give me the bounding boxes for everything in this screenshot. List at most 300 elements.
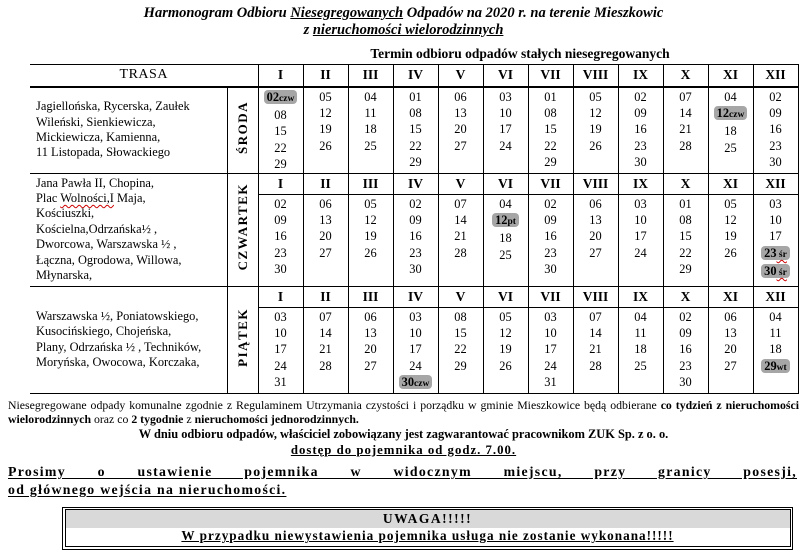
date-entry: 03 (634, 196, 647, 211)
month-dates-cell (618, 87, 663, 174)
date-entry: 15 (274, 124, 287, 139)
date-entry: 05 (364, 196, 377, 211)
date-entry: 14 (589, 325, 602, 340)
date-entry: 21 (454, 229, 467, 244)
date-entry: 30 (679, 375, 692, 390)
street-name: Jana Pawła II, Chopina, (36, 175, 155, 190)
month-dates-cell (258, 307, 303, 393)
date-number: 30 (401, 375, 415, 390)
month-header-cell: XII (753, 173, 798, 194)
note-owner-obligation: W dniu odbioru odpadów, właściciel zobowiązany jest zagwarantować pracownikom ZUK Sp. z o. o. (138, 426, 669, 441)
date-entry: 02 (634, 89, 647, 104)
date-entry: 23 (274, 245, 287, 260)
month-header-cell: II (303, 65, 348, 87)
date-entry: 03 (769, 196, 782, 211)
date-entry: 14 (454, 212, 467, 227)
date-entry: 29 (454, 358, 467, 373)
month-header-cell: XII (753, 65, 798, 87)
month-header-cell: VI (483, 286, 528, 307)
date-entry: 14 (319, 325, 332, 340)
date-entry (754, 358, 798, 376)
street-name: Warszawska ½, Poniatowskiego, (36, 308, 199, 323)
month-header-cell: IX (618, 286, 663, 307)
date-entry: 29 (679, 262, 692, 277)
date-entry: 28 (454, 245, 467, 260)
date-entry: 06 (364, 309, 377, 324)
month-dates-cell (663, 87, 708, 174)
highlighted-date (492, 213, 519, 227)
month-header-cell: V (438, 65, 483, 87)
date-entry: 08 (544, 105, 557, 120)
month-header-cell: III (348, 173, 393, 194)
date-entry (754, 245, 798, 263)
date-entry: 23 (769, 138, 782, 153)
street-name: Kościelna,Odrzańska½ , (36, 221, 158, 236)
date-entry: 18 (634, 342, 647, 357)
page-title (0, 0, 807, 38)
note-access-underlined: dostęp do pojemnika od godz. 7.00. (290, 442, 517, 457)
note-bold-segment: 2 tygodnie (131, 412, 184, 427)
date-entry: 14 (679, 105, 692, 120)
date-entry: 06 (454, 89, 467, 104)
month-header-cell: II (303, 286, 348, 307)
date-entry: 19 (724, 229, 737, 244)
schedule-table (30, 64, 799, 394)
date-entry: 21 (319, 342, 332, 357)
month-header-cell: XI (708, 286, 753, 307)
date-entry: 20 (319, 229, 332, 244)
date-entry: 29 (409, 155, 422, 170)
note-segment: oraz co (91, 412, 132, 427)
month-header-cell: IV (393, 286, 438, 307)
date-entry: 10 (499, 105, 512, 120)
date-day-abbrev: śr (776, 268, 787, 279)
date-day-abbrev: śr (776, 249, 787, 260)
street-name: Maja, (113, 191, 146, 206)
month-dates-cell (573, 307, 618, 393)
street-name: Wolności,I (60, 191, 114, 206)
street-list-cell (30, 286, 227, 393)
placement-line1: Prosimy o ustawienie pojemnika w widocznym miejscu, przy granicy posesji, (8, 463, 797, 479)
month-header-cell: X (663, 65, 708, 87)
date-entry: 25 (499, 247, 512, 262)
date-entry: 22 (679, 245, 692, 260)
date-entry: 21 (589, 342, 602, 357)
month-header-cell: VIII (573, 286, 618, 307)
date-entry: 30 (544, 262, 557, 277)
month-header-cell: I (258, 173, 303, 194)
date-entry: 22 (274, 140, 287, 155)
title-text: Harmonogram Odbioru (143, 5, 291, 21)
date-entry: 05 (319, 89, 332, 104)
date-entry: 13 (364, 325, 377, 340)
day-label: PIĄTEK (234, 307, 250, 367)
date-entry: 13 (319, 212, 332, 227)
month-dates-cell (708, 307, 753, 393)
date-entry: 25 (724, 140, 737, 155)
month-dates-cell (708, 194, 753, 286)
date-entry: 27 (319, 245, 332, 260)
day-label: ŚRODA (234, 101, 250, 155)
month-dates-cell (393, 87, 438, 174)
month-dates-cell (348, 194, 393, 286)
month-header-cell: I (258, 286, 303, 307)
date-entry: 04 (769, 309, 782, 324)
date-entry: 24 (409, 358, 422, 373)
month-header-cell: V (438, 173, 483, 194)
date-day-abbrev: czw (279, 93, 295, 104)
date-entry (754, 263, 798, 281)
month-header-cell: X (663, 286, 708, 307)
date-entry: 01 (679, 196, 692, 211)
month-header-row (30, 173, 798, 194)
month-header-row (30, 286, 798, 307)
date-entry: 16 (634, 122, 647, 137)
date-entry: 26 (724, 245, 737, 260)
month-dates-cell (483, 87, 528, 174)
highlighted-date (264, 90, 298, 104)
date-entry: 26 (319, 138, 332, 153)
date-entry: 29 (274, 157, 287, 172)
date-entry: 18 (769, 342, 782, 357)
table-header-row (30, 65, 798, 87)
date-entry: 17 (274, 342, 287, 357)
title-line2 (0, 22, 807, 39)
date-entry: 15 (679, 229, 692, 244)
month-header-cell: III (348, 65, 393, 87)
date-entry: 09 (409, 212, 422, 227)
month-dates-cell (483, 194, 528, 286)
month-header-cell: III (348, 286, 393, 307)
month-dates-cell (618, 194, 663, 286)
date-entry: 12 (589, 105, 602, 120)
month-header-cell: VI (483, 65, 528, 87)
placement-line2: od głównego wejścia na nieruchomości. (8, 481, 287, 497)
highlighted-date (714, 106, 748, 120)
month-dates-cell (528, 307, 573, 393)
date-entry: 20 (589, 229, 602, 244)
date-entry: 13 (454, 105, 467, 120)
month-header-cell: XI (708, 173, 753, 194)
date-entry: 31 (544, 375, 557, 390)
date-entry: 06 (319, 196, 332, 211)
date-entry: 16 (274, 229, 287, 244)
date-entry: 08 (454, 309, 467, 324)
date-entry: 06 (589, 196, 602, 211)
month-dates-cell (663, 194, 708, 286)
street-list-cell (30, 173, 227, 286)
date-entry: 23 (634, 138, 647, 153)
date-entry: 27 (454, 138, 467, 153)
date-entry: 22 (454, 342, 467, 357)
date-entry: 08 (274, 107, 287, 122)
note-access-time (0, 443, 807, 458)
month-dates-cell (753, 194, 798, 286)
date-entry: 03 (499, 89, 512, 104)
month-header-cell: VIII (573, 173, 618, 194)
month-dates-cell (438, 194, 483, 286)
month-dates-cell (438, 307, 483, 393)
date-entry: 13 (589, 212, 602, 227)
date-entry: 15 (544, 122, 557, 137)
date-entry: 15 (409, 122, 422, 137)
date-entry: 23 (544, 245, 557, 260)
month-dates-cell (348, 87, 393, 174)
warning-text (66, 528, 790, 546)
warning-box (62, 507, 793, 550)
date-entry: 17 (634, 229, 647, 244)
month-dates-cell (438, 87, 483, 174)
date-entry: 23 (679, 358, 692, 373)
month-header-cell: XI (708, 65, 753, 87)
month-dates-cell (753, 87, 798, 174)
day-label-cell (227, 286, 258, 393)
date-entry: 26 (589, 138, 602, 153)
date-entry: 09 (544, 212, 557, 227)
date-entry: 04 (364, 89, 377, 104)
street-name: Jagiellońska, Rycerska, Zaułek (36, 99, 190, 114)
highlighted-date (761, 264, 790, 278)
date-entry: 17 (544, 342, 557, 357)
date-entry: 25 (364, 138, 377, 153)
date-entry: 15 (454, 325, 467, 340)
date-entry: 05 (724, 196, 737, 211)
date-entry: 19 (499, 342, 512, 357)
warning-title: UWAGA!!!!! (66, 510, 790, 528)
highlighted-date (761, 246, 790, 260)
street-name: Plany, Odrzańska ½ , Techników, (36, 339, 202, 354)
date-entry: 17 (769, 229, 782, 244)
date-entry: 10 (409, 325, 422, 340)
month-dates-cell (528, 87, 573, 174)
date-entry: 27 (589, 245, 602, 260)
date-entry: 26 (364, 245, 377, 260)
street-name: Łączna, Ogrodowa, Willowa, (36, 252, 182, 267)
date-entry: 09 (679, 325, 692, 340)
route-column-header: TRASA (30, 65, 258, 87)
month-dates-cell (528, 194, 573, 286)
date-entry: 08 (679, 212, 692, 227)
day-label-cell (227, 87, 258, 174)
date-entry: 04 (499, 196, 512, 211)
date-entry: 24 (274, 358, 287, 373)
date-entry: 25 (634, 358, 647, 373)
date-entry: 24 (634, 245, 647, 260)
month-header-cell: II (303, 173, 348, 194)
date-entry: 20 (454, 122, 467, 137)
date-entry: 04 (634, 309, 647, 324)
date-entry: 20 (364, 342, 377, 357)
month-dates-cell (663, 307, 708, 393)
note-segment: Niesegregowane odpady komunalne zgodnie z Regulaminem Utrzymania czystości i porządku w gminie Mieszkowice będą odbierane (8, 397, 661, 412)
date-entry: 12 (724, 212, 737, 227)
month-dates-cell (303, 194, 348, 286)
month-header-cell: IX (618, 173, 663, 194)
warning-box-inner (65, 509, 791, 547)
month-dates-cell (393, 194, 438, 286)
date-entry: 19 (589, 122, 602, 137)
date-entry: 01 (544, 89, 557, 104)
date-entry: 02 (679, 309, 692, 324)
month-dates-cell (348, 307, 393, 393)
title-line1 (0, 5, 807, 22)
month-header-cell: VII (528, 65, 573, 87)
street-name: Moryńska, Owocowa, Korczaka, (36, 354, 200, 369)
month-header-cell: IV (393, 173, 438, 194)
date-number: 12 (495, 212, 508, 227)
date-entry: 23 (409, 245, 422, 260)
date-entry: 19 (364, 229, 377, 244)
date-entry: 10 (769, 212, 782, 227)
month-dates-cell (258, 87, 303, 174)
date-entry: 09 (769, 105, 782, 120)
month-dates-cell (573, 87, 618, 174)
title-underlined-text: Niesegregowanych (290, 5, 404, 21)
date-entry: 11 (634, 325, 647, 340)
title-text: Odpadów na 2020 r. na terenie Mieszkowic (403, 5, 664, 21)
date-number: 30 (764, 264, 777, 279)
date-entry: 19 (319, 122, 332, 137)
street-list-cell (30, 87, 227, 174)
date-entry (259, 89, 303, 107)
date-entry: 30 (274, 262, 287, 277)
date-entry: 10 (274, 325, 287, 340)
date-entry: 26 (499, 358, 512, 373)
street-name: Wileński, Sienkiewicza, (36, 114, 156, 129)
month-header-cell: XII (753, 286, 798, 307)
date-entry: 05 (589, 89, 602, 104)
date-entry: 07 (454, 196, 467, 211)
month-dates-cell (753, 307, 798, 393)
street-name: Kościuszki, (36, 206, 95, 221)
title-text: z (303, 21, 313, 38)
date-entry: 18 (364, 122, 377, 137)
date-entry: 16 (409, 229, 422, 244)
date-entry: 18 (499, 231, 512, 246)
month-header-cell: V (438, 286, 483, 307)
street-name: Plac (36, 191, 61, 206)
date-day-abbrev: czw (414, 379, 430, 390)
month-dates-cell (303, 87, 348, 174)
date-day-abbrev: pt (507, 216, 516, 227)
note-bold-segment: co tydzień z nieruchomości wielorodzinnych (8, 397, 799, 427)
date-entry: 30 (409, 262, 422, 277)
month-header-cell: I (258, 65, 303, 87)
date-entry: 22 (409, 138, 422, 153)
date-entry: 05 (499, 309, 512, 324)
date-entry: 20 (724, 342, 737, 357)
month-dates-cell (303, 307, 348, 393)
date-entry: 11 (769, 325, 782, 340)
date-entry (709, 105, 753, 123)
day-label: CZWARTEK (234, 183, 250, 271)
date-entry: 24 (499, 138, 512, 153)
month-header-cell: VII (528, 173, 573, 194)
highlighted-date (761, 359, 789, 373)
date-entry: 09 (274, 212, 287, 227)
date-number: 29 (764, 358, 777, 373)
date-day-abbrev: wt (776, 362, 787, 373)
date-entry: 27 (724, 358, 737, 373)
date-entry: 07 (589, 309, 602, 324)
warning-text-underlined: W przypadku niewystawienia pojemnika usługa nie zostanie wykonana!!!!! (181, 528, 674, 544)
date-entry: 13 (724, 325, 737, 340)
date-entry: 09 (634, 105, 647, 120)
highlighted-date (399, 375, 433, 389)
date-entry (394, 374, 438, 392)
day-label-cell (227, 173, 258, 286)
date-entry: 21 (679, 122, 692, 137)
date-entry: 16 (769, 122, 782, 137)
date-entry: 12 (319, 105, 332, 120)
date-entry: 11 (364, 105, 377, 120)
date-entry: 02 (769, 89, 782, 104)
month-header-cell: VII (528, 286, 573, 307)
date-entry: 12 (499, 325, 512, 340)
note-bold-segment: nieruchomości jednorodzinnych. (194, 412, 359, 427)
date-entry: 24 (544, 358, 557, 373)
date-entry: 18 (724, 124, 737, 139)
month-dates-cell (483, 307, 528, 393)
month-dates-cell (618, 307, 663, 393)
date-entry: 02 (274, 196, 287, 211)
month-header-cell: VIII (573, 65, 618, 87)
month-header-cell: VI (483, 173, 528, 194)
date-entry: 28 (589, 358, 602, 373)
date-entry: 10 (634, 212, 647, 227)
month-header-cell: X (663, 173, 708, 194)
date-entry: 28 (679, 138, 692, 153)
date-entry: 04 (724, 89, 737, 104)
date-entry: 03 (409, 309, 422, 324)
date-entry: 01 (409, 89, 422, 104)
month-dates-cell (393, 307, 438, 393)
date-entry: 12 (364, 212, 377, 227)
date-entry: 02 (409, 196, 422, 211)
date-entry: 02 (544, 196, 557, 211)
date-entry: 06 (724, 309, 737, 324)
dates-row (30, 87, 798, 174)
month-header-cell: IX (618, 65, 663, 87)
month-header-cell: IV (393, 65, 438, 87)
date-entry: 29 (544, 155, 557, 170)
date-entry: 08 (409, 105, 422, 120)
title-underlined-text: nieruchomości wielorodzinnych (312, 21, 504, 38)
street-name: Młynarska, (36, 268, 93, 283)
month-dates-cell (708, 87, 753, 174)
note-container-placement (8, 463, 797, 499)
date-entry: 30 (769, 155, 782, 170)
street-name: Kusocińskiego, Chojeńska, (36, 324, 172, 339)
date-entry: 17 (499, 122, 512, 137)
note-weekly-collection (8, 398, 799, 427)
date-entry: 16 (544, 229, 557, 244)
date-number: 23 (764, 245, 777, 260)
date-entry: 16 (679, 342, 692, 357)
date-number: 02 (266, 89, 280, 104)
date-entry (484, 212, 528, 230)
date-day-abbrev: czw (729, 109, 745, 120)
date-entry: 07 (679, 89, 692, 104)
date-entry: 31 (274, 375, 287, 390)
month-dates-cell (573, 194, 618, 286)
month-dates-cell (258, 194, 303, 286)
date-entry: 28 (319, 358, 332, 373)
street-name: Mickiewicza, Kamienna, (36, 130, 161, 145)
street-name: Dworcowa, Warszawska ½ , (36, 237, 177, 252)
date-number: 12 (716, 105, 730, 120)
note-segment: z (183, 412, 195, 427)
